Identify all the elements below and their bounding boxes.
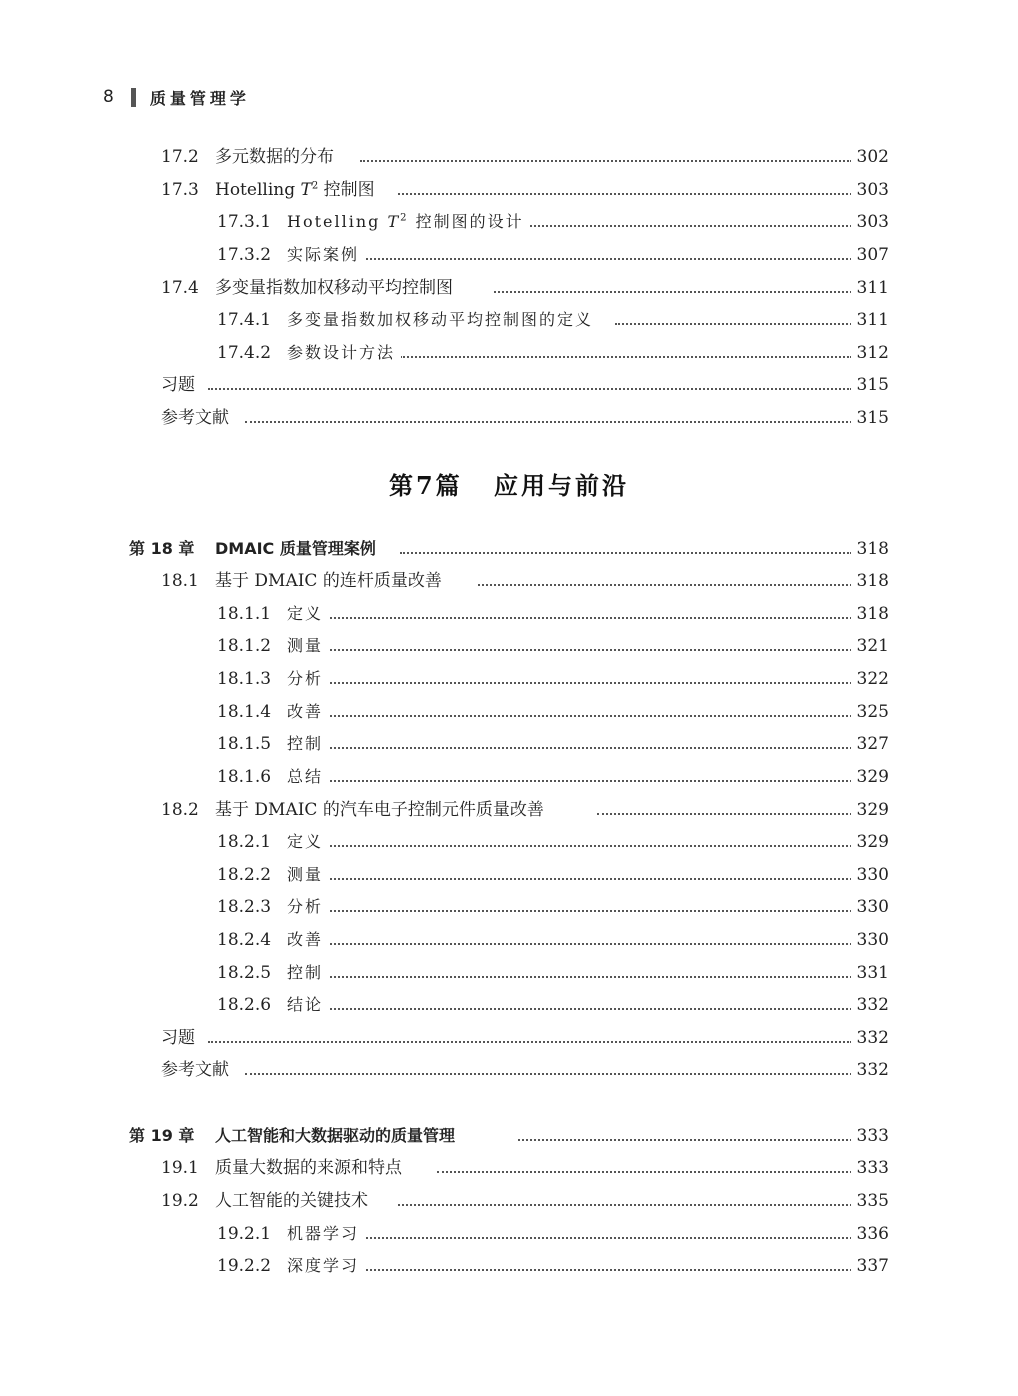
toc-chapter-19[interactable]: [0, 1121, 1018, 1151]
entry-page: 332: [851, 1023, 889, 1053]
dot-leader: [400, 356, 852, 358]
entry-page: 318: [851, 566, 889, 596]
entry-number: 19.2.2: [217, 1256, 272, 1276]
toc-entry-17-4-1[interactable]: [0, 305, 1018, 335]
chapter-number: 第 18 章: [129, 539, 195, 558]
entry-page: 315: [851, 370, 889, 400]
toc-entry-18-2-2[interactable]: [0, 860, 1018, 890]
entry-number: 17.3: [161, 180, 199, 200]
toc-entry-18-1-1[interactable]: [0, 599, 1018, 629]
chapter-title: DMAIC 质量管理案例: [215, 534, 382, 564]
toc-entry-18-2-1[interactable]: [0, 827, 1018, 857]
toc-entry-18-2-3[interactable]: [0, 892, 1018, 922]
dot-leader: [325, 617, 852, 619]
entry-title: 结论: [287, 990, 329, 1020]
entry-number: 18.1.6: [217, 767, 272, 787]
entry-page: 322: [851, 664, 889, 694]
entry-number: 18.2.2: [217, 865, 272, 885]
toc-entry-18-1-4[interactable]: [0, 697, 1018, 727]
entry-page: 332: [851, 990, 889, 1020]
entry-title: Hotelling $T^2$ 控制图的设计: [287, 207, 530, 237]
entry-title: 改善: [287, 925, 329, 955]
entry-title: 测量: [287, 631, 329, 661]
part-heading: [0, 466, 1018, 501]
entry-page: 318: [851, 534, 889, 564]
entry-number: 17.4.2: [217, 343, 272, 363]
entry-title: 参考文献: [161, 1055, 235, 1085]
page-number: 8: [103, 87, 114, 107]
entry-page: 303: [851, 175, 889, 205]
dot-leader: [398, 1204, 852, 1206]
entry-page: 329: [851, 827, 889, 857]
dot-leader: [325, 1008, 852, 1010]
chapter-title: 人工智能和大数据驱动的质量管理: [215, 1121, 461, 1151]
dot-leader: [437, 1171, 852, 1173]
dot-leader: [325, 943, 852, 945]
entry-page: 325: [851, 697, 889, 727]
dot-leader: [245, 1073, 852, 1075]
dot-leader: [208, 388, 852, 390]
toc-entry-18-2-5[interactable]: [0, 958, 1018, 988]
toc-entry-18-2-6[interactable]: [0, 990, 1018, 1020]
entry-title: 定义: [287, 599, 329, 629]
book-title: 质量管理学: [149, 88, 250, 108]
entry-number: 18.2: [161, 800, 199, 820]
entry-title: 总结: [287, 762, 329, 792]
entry-page: 330: [851, 925, 889, 955]
chapter-number: 第 19 章: [129, 1126, 195, 1145]
toc-entry-18-2[interactable]: [0, 795, 1018, 825]
toc-entry-exercises-17[interactable]: [0, 370, 1018, 400]
entry-number: 19.2: [161, 1191, 199, 1211]
entry-title: 人工智能的关键技术: [215, 1186, 374, 1216]
dot-leader: [362, 1237, 852, 1239]
entry-page: 329: [851, 795, 889, 825]
entry-number: 18.2.3: [217, 897, 272, 917]
dot-leader: [325, 747, 852, 749]
dot-leader: [325, 649, 852, 651]
entry-title: 分析: [287, 892, 329, 922]
entry-page: 336: [851, 1219, 889, 1249]
entry-number: 18.2.1: [217, 832, 272, 852]
entry-page: 327: [851, 729, 889, 759]
dot-leader: [597, 813, 852, 815]
entry-title: 控制: [287, 729, 329, 759]
entry-page: 321: [851, 631, 889, 661]
dot-leader: [478, 584, 852, 586]
entry-number: 18.2.5: [217, 963, 272, 983]
entry-title: Hotelling $T^2$ 控制图: [215, 175, 381, 205]
dot-leader: [325, 878, 852, 880]
toc-entry-19-1[interactable]: [0, 1153, 1018, 1183]
toc-entry-17-3-1[interactable]: [0, 207, 1018, 237]
entry-page: 337: [851, 1251, 889, 1281]
entry-page: 312: [851, 338, 889, 368]
entry-number: 17.3.1: [217, 212, 272, 232]
entry-page: 307: [851, 240, 889, 270]
entry-title: 控制: [287, 958, 329, 988]
entry-title: 深度学习: [287, 1251, 365, 1281]
entry-title: 基于 DMAIC 的连杆质量改善: [215, 566, 448, 596]
entry-title: 分析: [287, 664, 329, 694]
dot-leader: [515, 225, 852, 227]
entry-number: 18.1.2: [217, 636, 272, 656]
entry-page: 331: [851, 958, 889, 988]
entry-number: 18.2.4: [217, 930, 272, 950]
entry-page: 333: [851, 1121, 889, 1151]
entry-number: 18.1: [161, 571, 199, 591]
entry-title: 习题: [161, 370, 201, 400]
dot-leader: [494, 291, 852, 293]
toc-entry-17-2[interactable]: [0, 142, 1018, 172]
header-separator: [131, 88, 136, 107]
toc-entry-19-2[interactable]: [0, 1186, 1018, 1216]
dot-leader: [362, 1269, 852, 1271]
entry-title: 改善: [287, 697, 329, 727]
entry-title: 实际案例: [287, 240, 365, 270]
dot-leader: [208, 1041, 852, 1043]
entry-page: 335: [851, 1186, 889, 1216]
entry-number: 18.1.5: [217, 734, 272, 754]
toc-entry-18-1-6[interactable]: [0, 762, 1018, 792]
entry-page: 303: [851, 207, 889, 237]
entry-page: 333: [851, 1153, 889, 1183]
dot-leader: [325, 780, 852, 782]
dot-leader: [360, 160, 852, 162]
toc-entry-17-4-2[interactable]: [0, 338, 1018, 368]
toc-entry-17-3[interactable]: [0, 175, 1018, 205]
entry-number: 17.3.2: [217, 245, 272, 265]
dot-leader: [362, 258, 852, 260]
toc-entry-17-3-2[interactable]: [0, 240, 1018, 270]
entry-title: 定义: [287, 827, 329, 857]
dot-leader: [325, 845, 852, 847]
toc-entry-18-1-3[interactable]: [0, 664, 1018, 694]
entry-page: 330: [851, 892, 889, 922]
entry-page: 302: [851, 142, 889, 172]
dot-leader: [518, 1139, 852, 1141]
toc-entry-19-2-2[interactable]: [0, 1251, 1018, 1281]
entry-page: 332: [851, 1055, 889, 1085]
dot-leader: [325, 976, 852, 978]
toc-entry-18-2-4[interactable]: [0, 925, 1018, 955]
toc-entry-18-1-5[interactable]: [0, 729, 1018, 759]
dot-leader: [400, 552, 852, 554]
entry-title: 机器学习: [287, 1219, 365, 1249]
dot-leader: [615, 323, 852, 325]
entry-title: 参考文献: [161, 403, 235, 433]
entry-title: 多元数据的分布: [215, 142, 340, 172]
toc-chapter-18[interactable]: [0, 534, 1018, 564]
entry-number: 19.2.1: [217, 1224, 272, 1244]
dot-leader: [325, 715, 852, 717]
entry-title: 质量大数据的来源和特点: [215, 1153, 408, 1183]
toc-entry-exercises-18[interactable]: [0, 1023, 1018, 1053]
toc-entry-references-18[interactable]: [0, 1055, 1018, 1085]
entry-title: 习题: [161, 1023, 201, 1053]
entry-number: 17.2: [161, 147, 199, 167]
toc-entry-18-1[interactable]: [0, 566, 1018, 596]
part-label: 第7篇: [388, 471, 463, 500]
entry-number: 18.1.1: [217, 604, 272, 624]
toc-entry-17-4[interactable]: [0, 273, 1018, 303]
entry-title: 参数设计方法: [287, 338, 401, 368]
entry-number: 18.1.4: [217, 702, 272, 722]
entry-number: 17.4: [161, 278, 199, 298]
entry-number: 19.1: [161, 1158, 199, 1178]
entry-page: 329: [851, 762, 889, 792]
entry-page: 318: [851, 599, 889, 629]
entry-title: 多变量指数加权移动平均控制图: [215, 273, 459, 303]
entry-title: 测量: [287, 860, 329, 890]
toc-entry-19-2-1[interactable]: [0, 1219, 1018, 1249]
entry-number: 18.2.6: [217, 995, 272, 1015]
entry-page: 311: [851, 305, 889, 335]
dot-leader: [325, 682, 852, 684]
toc-entry-18-1-2[interactable]: [0, 631, 1018, 661]
dot-leader: [325, 910, 852, 912]
dot-leader: [245, 421, 852, 423]
entry-page: 330: [851, 860, 889, 890]
entry-title: 基于 DMAIC 的汽车电子控制元件质量改善: [215, 795, 550, 825]
part-title: 应用与前沿: [494, 471, 630, 500]
toc-entry-references-17[interactable]: [0, 403, 1018, 433]
entry-page: 311: [851, 273, 889, 303]
running-header: [103, 84, 250, 110]
entry-number: 18.1.3: [217, 669, 272, 689]
entry-title: 多变量指数加权移动平均控制图的定义: [287, 305, 599, 335]
entry-number: 17.4.1: [217, 310, 272, 330]
entry-page: 315: [851, 403, 889, 433]
dot-leader: [398, 193, 852, 195]
